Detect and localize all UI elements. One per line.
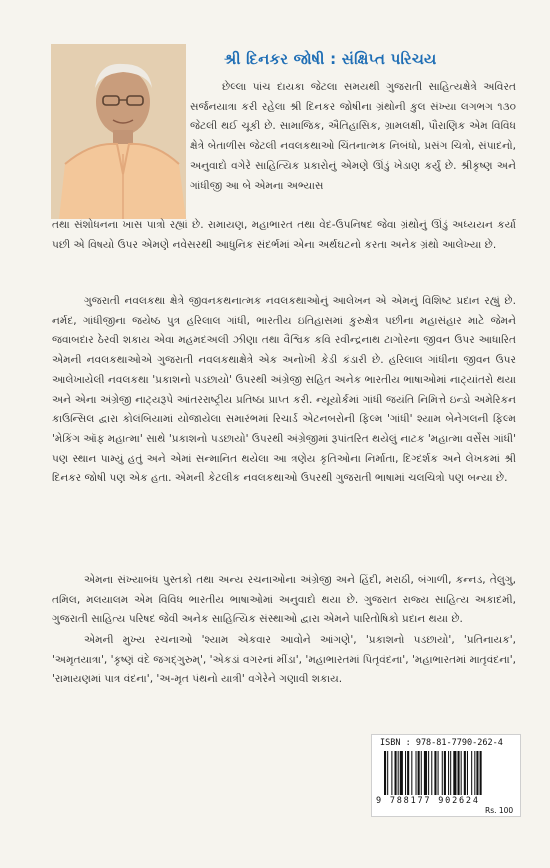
barcode-bar xyxy=(384,751,386,795)
barcode-bar xyxy=(421,751,422,795)
barcode-bar xyxy=(471,751,472,795)
intro-paragraph-continued: તથા સંશોધનના ખાસ પાત્રો રહ્યાં છે. રામાયણ, મહાભારત તથા વેદ-ઉપનિષદ જેવા ગ્રંથોનું ઊંડું અધ્યયન કર્યા પછી એ વિષયો ઉપર એમણે નવેસરથી આધુનિક સંદર્ભમાં એના અર્થઘટનો કરતા અનેક ગ્રંથો આલેખ્યા છે. xyxy=(52,219,516,251)
barcode-bar xyxy=(400,751,403,795)
major-works-paragraph: એમની મુખ્ય રચનાઓ 'શ્યામ એકવાર આવોને આંગણે', 'પ્રકાશનો પડછાયો', 'પ્રતિનાયક', 'અમૃતયાત્રા', 'કૃષ્ણં વંદે જગદ્ગુરુમ્', 'એકડાં વગરનાં મીંડા', 'મહાભારતમાં પિતૃવંદના', 'મહાભારતમાં માતૃવંદના', 'રામાયણમાં પાત્ર વંદના', 'અ-મૃત પંથનો યાત્રી' વગેરેને ગણાવી શકાય. xyxy=(52,634,516,686)
barcode-bar xyxy=(464,751,466,795)
barcode-bar xyxy=(428,751,429,795)
barcode-bar xyxy=(458,751,460,795)
barcode-bar xyxy=(444,751,446,795)
barcode-bar xyxy=(391,751,392,795)
barcode-bar xyxy=(476,751,478,795)
barcode-bar xyxy=(395,751,397,795)
barcode-bar xyxy=(434,751,436,795)
barcode-bar xyxy=(405,751,406,795)
barcode-bar xyxy=(467,751,468,795)
page-title: શ્રી દિનકર જોષી : સંક્ષિપ્ત પરિચય xyxy=(224,50,437,68)
barcode-bar xyxy=(453,751,456,795)
barcode-bar xyxy=(416,751,417,795)
barcode-bar xyxy=(438,751,439,795)
translations-paragraph: એમના સંખ્યાબંધ પુસ્તકો તથા અન્ય રચનાઓના અંગ્રેજી અને હિંદી, મરાઠી, બંગાળી, કન્નડ, તેલુગુ, તમિલ, મલયાલમ એમ વિવિધ ભારતીય ભાષાઓમાં અનુવાદો થયા છે. ગુજરાત રાજ્ય સાહિત્ય અકાદમી, ગુજરાતી સાહિત્ય પરિષદ જેવી અનેક સાહિત્યિક સંસ્થાઓ દ્વારા એમને પારિતોષિકો પ્રદાન થયા છે. xyxy=(52,574,516,626)
barcode-bar xyxy=(480,751,482,795)
barcode-icon xyxy=(384,751,510,795)
author-photo xyxy=(51,44,186,219)
barcode-bar xyxy=(450,751,451,795)
intro-paragraph: છેલ્લા પાંચ દાયકા જેટલા સમયથી ગુજરાતી સાહિત્યક્ષેત્રે અવિરત સર્જનયાત્રા કરી રહેલા શ્રી દિનકર જોષીના ગ્રંથોની કુલ સંખ્યા લગભગ ૧૩૦ જેટલી થઈ ચૂકી છે. સામાજિક, ઐતિહાસિક, ગ્રામલક્ષી, પૌરાણિક એમ વિવિધ ક્ષેત્રે બેતાળીસ જેટલી નવલકથાઓ ચિંતનાત્મક નિબંધો, પ્રસંગ ચિત્રો, સંપાદનો, અનુવાદો વગેરે સાહિત્યિક પ્રકારોનું એમણે ઊંડું ખેડાણ કર્યું છે. શ્રીકૃષ્ણ અને ગાંધીજી આ બે એમના અભ્યાસ xyxy=(190,81,516,192)
barcode-label xyxy=(371,734,521,817)
barcode-bar xyxy=(474,751,475,795)
novels-paragraph: ગુજરાતી નવલકથા ક્ષેત્રે જીવનકથનાત્મક નવલકથાઓનું આલેખન એ એમનું વિશિષ્ટ પ્રદાન રહ્યું છે. નર્મદ, ગાંધીજીના જયેષ્ઠ પુત્ર હરિલાલ ગાંધી, ભારતીય ઇતિહાસમાં કુરુક્ષેત્ર પછીના મહાસંહાર માટે જેમને જવાબદાર ઠેરવી શકાય એવા મહમદઅલી ઝીણા તથા વૈશ્વિક કવિ રવીન્દ્રનાથ ટાગોરના જીવન ઉપર આધારિત એમની નવલકથાઓએ ગુજરાતી નવલકથાક્ષેત્રે એક અનોખી કેડી કંડારી છે. હરિલાલ ગાંધીના જીવન ઉપર આલેખાયેલી નવલકથા 'પ્રકાશનો પડછાયો' ઉપરથી અંગ્રેજી સહિત અનેક ભારતીય ભાષાઓમાં નાટ્યાંતરો થયા અને એના અંગ્રેજી નાટ્યરૂપે આંતરરાષ્ટ્રીય પ્રતિષ્ઠા પ્રાપ્ત કરી. ન્યૂયોર્કમાં ગાંધી જયંતિ નિમિત્તે ઇન્ડો અમેરિકન કાઉન્સિલ દ્વારા કોલંબિયામાં યોજાયેલા સમારંભમાં રિચાર્ડ એટનબરોની ફિલ્મ 'ગાંધી' શ્યામ બેનેગલની ફિલ્મ 'મેકિંગ ઑફ મહાત્મા' સાથે 'પ્રકાશનો પડછાયો' ઉપરથી અંગ્રેજીમાં રૂપાંતરિત થયેલું નાટક 'મહાત્મા વર્સેસ ગાંધી' પણ સ્થાન પામ્યું હતું અને એમાં સન્માનિત થયેલા આ ત્રણેય કૃતિઓના નિર્માતા, દિગ્દર્શક અને લેખકમાં શ્રી દિનકર જોષી પણ એક હતા. એમની કેટલીક નવલકથાઓ ઉપરથી ગુજરાતી ભાષામાં ચલચિત્રો પણ બન્યા છે. xyxy=(52,295,516,485)
barcode-bar xyxy=(442,751,443,795)
ean-number: 9 788177 902624 xyxy=(376,796,480,806)
barcode-bar xyxy=(431,751,432,795)
price-text: Rs. 100 xyxy=(485,806,514,815)
barcode-bar xyxy=(398,751,399,795)
barcode-bar xyxy=(411,751,412,795)
barcode-bar xyxy=(418,751,420,795)
barcode-bar xyxy=(407,751,409,795)
isbn-text: ISBN : 978-81-7790-262-4 xyxy=(380,738,503,748)
barcode-bar xyxy=(387,751,388,795)
barcode-bar xyxy=(461,751,462,795)
barcode-bar xyxy=(448,751,449,795)
barcode-bar xyxy=(424,751,427,795)
